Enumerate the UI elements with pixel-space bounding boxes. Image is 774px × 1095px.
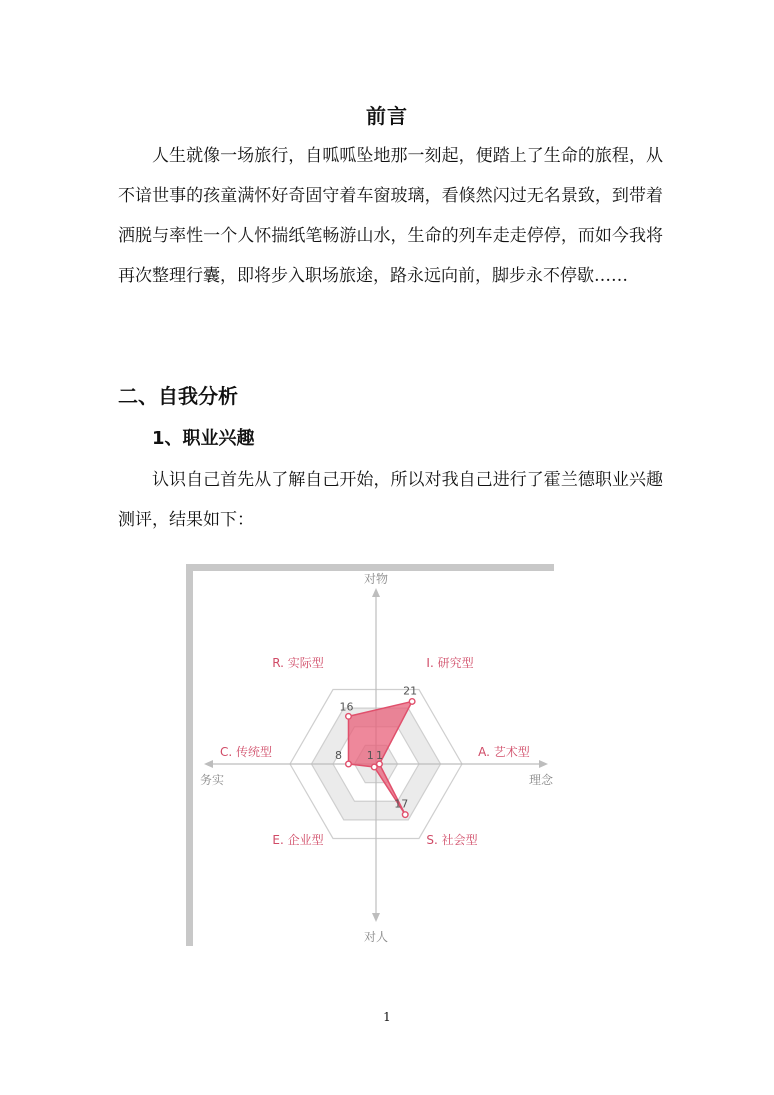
figure-frame-top: [186, 564, 554, 571]
radar-data-point: [402, 812, 408, 818]
axis-label-bottom: 对人: [363, 930, 389, 944]
radar-data-point: [346, 761, 352, 767]
radar-value-label: 1: [366, 748, 374, 762]
intro-paragraph: 人生就像一场旅行，自呱呱坠地那一刻起，便踏上了生命的旅程，从不谙世事的孩童满怀好奇固守着车窗玻璃，看倏然闪过无名景致，到带着洒脱与率性一个人怀揣纸笔畅游山水，生命的列车走走停停，而如今我将再次整理行囊，即将步入职场旅途，路永远向前，脚步永不停歇……: [118, 146, 663, 286]
arrow-down-icon: [372, 913, 380, 922]
radar-value-label: 17: [394, 797, 409, 811]
arrow-left-icon: [204, 760, 213, 768]
radar-category-label: S. 社会型: [426, 833, 478, 847]
radar-value-label: 8: [334, 749, 342, 762]
radar-data-point: [409, 699, 415, 705]
arrow-up-icon: [372, 588, 380, 597]
radar-category-label: E. 企业型: [272, 833, 324, 847]
analysis-paragraph: 认识自己首先从了解自己开始，所以对我自己进行了霍兰德职业兴趣测评，结果如下：: [118, 470, 663, 530]
radar-category-label: R. 实际型: [272, 656, 324, 670]
page-number: 1: [383, 1010, 391, 1024]
figure-frame-left: [186, 564, 193, 946]
axis-label-left: 务实: [200, 773, 225, 787]
arrow-right-icon: [539, 760, 548, 768]
radar-category-label: I. 研究型: [426, 656, 474, 670]
radar-data-point: [371, 764, 377, 770]
radar-data-point: [346, 714, 352, 720]
radar-category-label: C. 传统型: [219, 745, 273, 759]
radar-value-label: 21: [403, 684, 418, 698]
axis-label-top: 对物: [363, 572, 389, 586]
radar-value-label: 1: [375, 749, 383, 762]
radar-category-label: A. 艺术型: [478, 745, 530, 759]
section-heading: 二、自我分析: [118, 384, 238, 408]
subsection-heading: 1、职业兴趣: [152, 428, 255, 449]
radar-value-label: 16: [339, 700, 354, 714]
page-title: 前言: [366, 104, 408, 128]
axis-label-right: 理念: [528, 773, 553, 787]
radar-chart: [186, 564, 554, 946]
holland-radar-figure: [186, 564, 554, 946]
